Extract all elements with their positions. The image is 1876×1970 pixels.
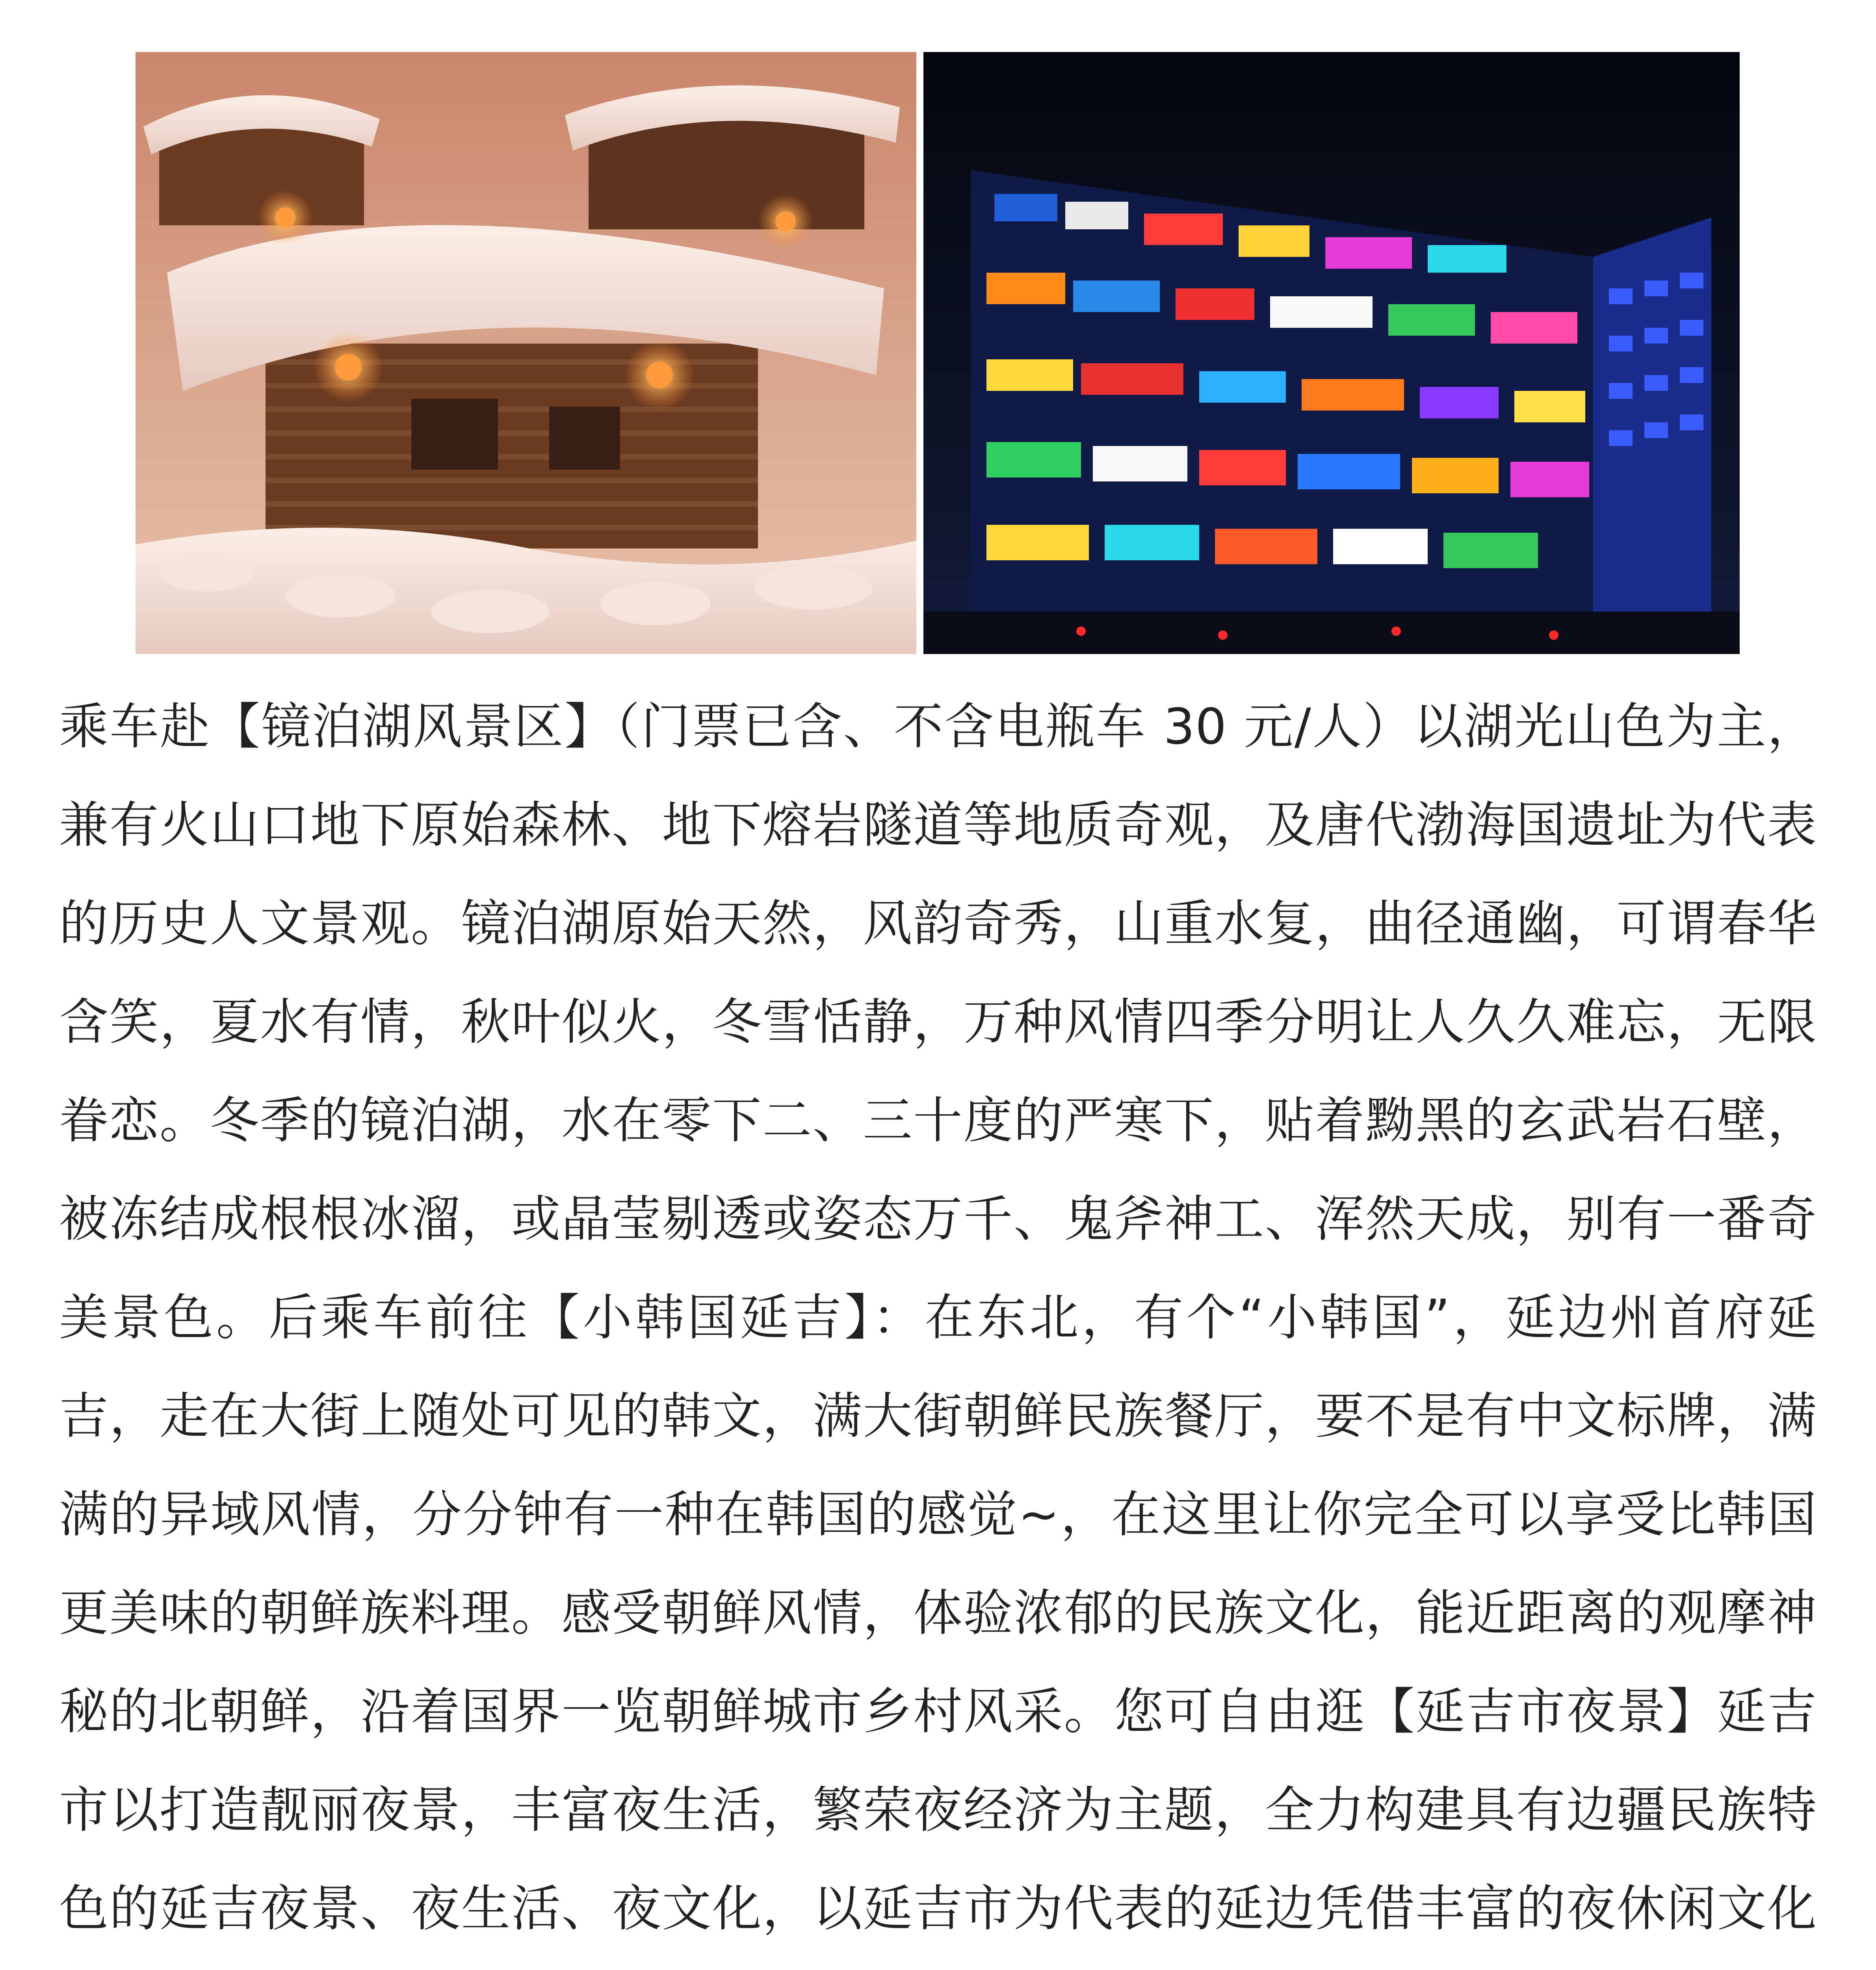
itinerary-paragraph: 乘车赴【镜泊湖风景区】（门票已含、不含电瓶车 30 元/人）以湖光山色为主，兼有火山口地下原始森林、地下熔岩隧道等地质奇观，及唐代渤海国遗址为代表的历史人文景观。镜泊湖原始天然，风韵奇秀，山重水复，曲径通幽，可谓春华含笑，夏水有情，秋叶似火，冬雪恬静，万种风情四季分明让人久久难忘，无限眷恋。冬季的镜泊湖，水在零下二、三十度的严寒下，贴着黝黑的玄武岩石壁，被冻结成根根冰溜，或晶莹剔透或姿态万千、鬼斧神工、浑然天成，别有一番奇美景色。后乘车前往【小韩国延吉】：在东北，有个“小韩国”，延边州首府延吉，走在大街上随处可见的韩文，满大街朝鲜民族餐厅，要不是有中文标牌，满满的异域风情，分分钟有一种在韩国的感觉~，在这里让你完全可以享受比韩国更美味的朝鲜族料理。感受朝鲜风情，体验浓郁的民族文化，能近距离的观摩神秘的北朝鲜，沿着国界一览朝鲜城市乡村风采。您可自由逛【延吉市夜景】延吉市以打造靓丽夜景，丰富夜生活，繁荣夜经济为主题，全力构建具有边疆民族特色的延吉夜景、夜生活、夜文化，以延吉市为代表的延边凭借丰富的夜休闲文化: [59, 698, 1817, 1937]
snow-cabin-photo: [136, 52, 916, 654]
night-street-illustration: [923, 52, 1740, 654]
night-street-photo: [923, 52, 1740, 654]
photo-row: [136, 52, 1740, 654]
snow-cabin-illustration: [136, 52, 916, 654]
